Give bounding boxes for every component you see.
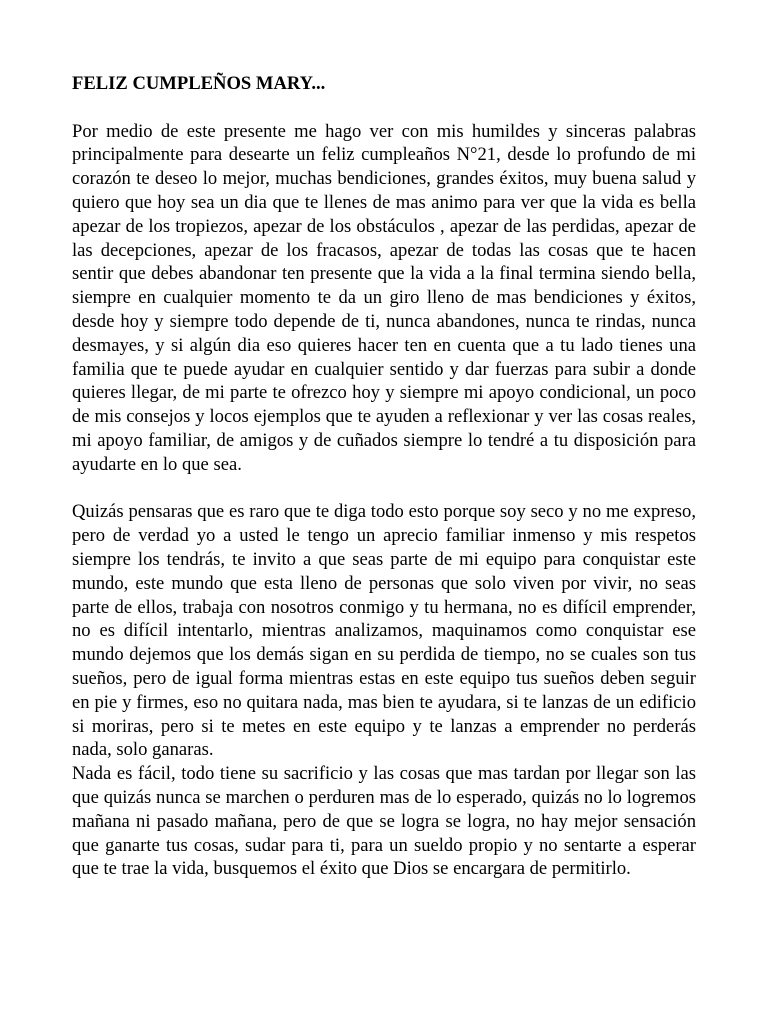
paragraph-invitation: Quizás pensaras que es raro que te diga todo esto porque soy seco y no me expreso, pero de verdad yo a usted le tengo un aprecio familiar inmenso y mis respetos siempre los tendrás, te invito a que seas parte de mi equipo para conquistar este mundo, este mundo que esta lleno de personas que solo viven por vivir, no seas parte de ellos, trabaja con nosotros conmigo y tu hermana, no es difícil emprender, no es difícil intentarlo, mientras analizamos, maquinamos como conquistar ese mundo dejemos que los demás sigan en su perdida de tiempo, no se cuales son tus sueños, pero de igual forma mientras estas en este equipo tus sueños deben seguir en pie y firmes, eso no quitara nada, mas bien te ayudara, si te lanzas de un edificio si moriras, pero si te metes en este equipo y te lanzas a emprender no perderás nada, solo ganaras.	[72, 501, 696, 761]
paragraph-closing: Nada es fácil, todo tiene su sacrificio y las cosas que mas tardan por llegar son las que quizás nunca se marchen o perduren mas de lo esperado, quizás no lo logremos mañana ni pasado mañana, pero de que se logra se logra, no hay mejor sensación que ganarte tus cosas, sudar para ti, para un sueldo propio y no sentarte a esperar que te trae la vida, busquemos el éxito que Dios se encargara de permitirlo.	[72, 763, 696, 880]
paragraph-birthday-wishes: Por medio de este presente me hago ver con mis humildes y sinceras palabras principalmente para desearte un feliz cumpleaños N°21, desde lo profundo de mi corazón te deseo lo mejor, muchas bendiciones, grandes éxitos, muy buena salud y quiero que hoy sea un dia que te llenes de mas animo para ver que la vida es bella apezar de los tropiezos, apezar de los obstáculos , apezar de las perdidas, apezar de las decepciones, apezar de los fracasos, apezar de todas las cosas que te hacen sentir que debes abandonar ten presente que la vida a la final termina siendo bella, siempre en cualquier momento te da un giro lleno de mas bendiciones y éxitos, desde hoy y siempre todo depende de ti, nunca abandones, nunca te rindas, nunca desmayes, y si algún dia eso quieres hacer ten en cuenta que a tu lado tienes una familia que te puede ayudar en cualquier sentido y dar fuerzas para subir a donde quieres llegar, de mi parte te ofrezco hoy y siempre mi apoyo condicional, un poco de mis consejos y locos ejemplos que te ayuden a reflexionar y ver las cosas reales, mi apoyo familiar, de amigos y de cuñados siempre lo tendré a tu disposición para ayudarte en lo que sea.	[72, 120, 696, 475]
document-title: FELIZ CUMPLEÑOS MARY...	[72, 73, 326, 94]
document-page	[72, 72, 696, 881]
